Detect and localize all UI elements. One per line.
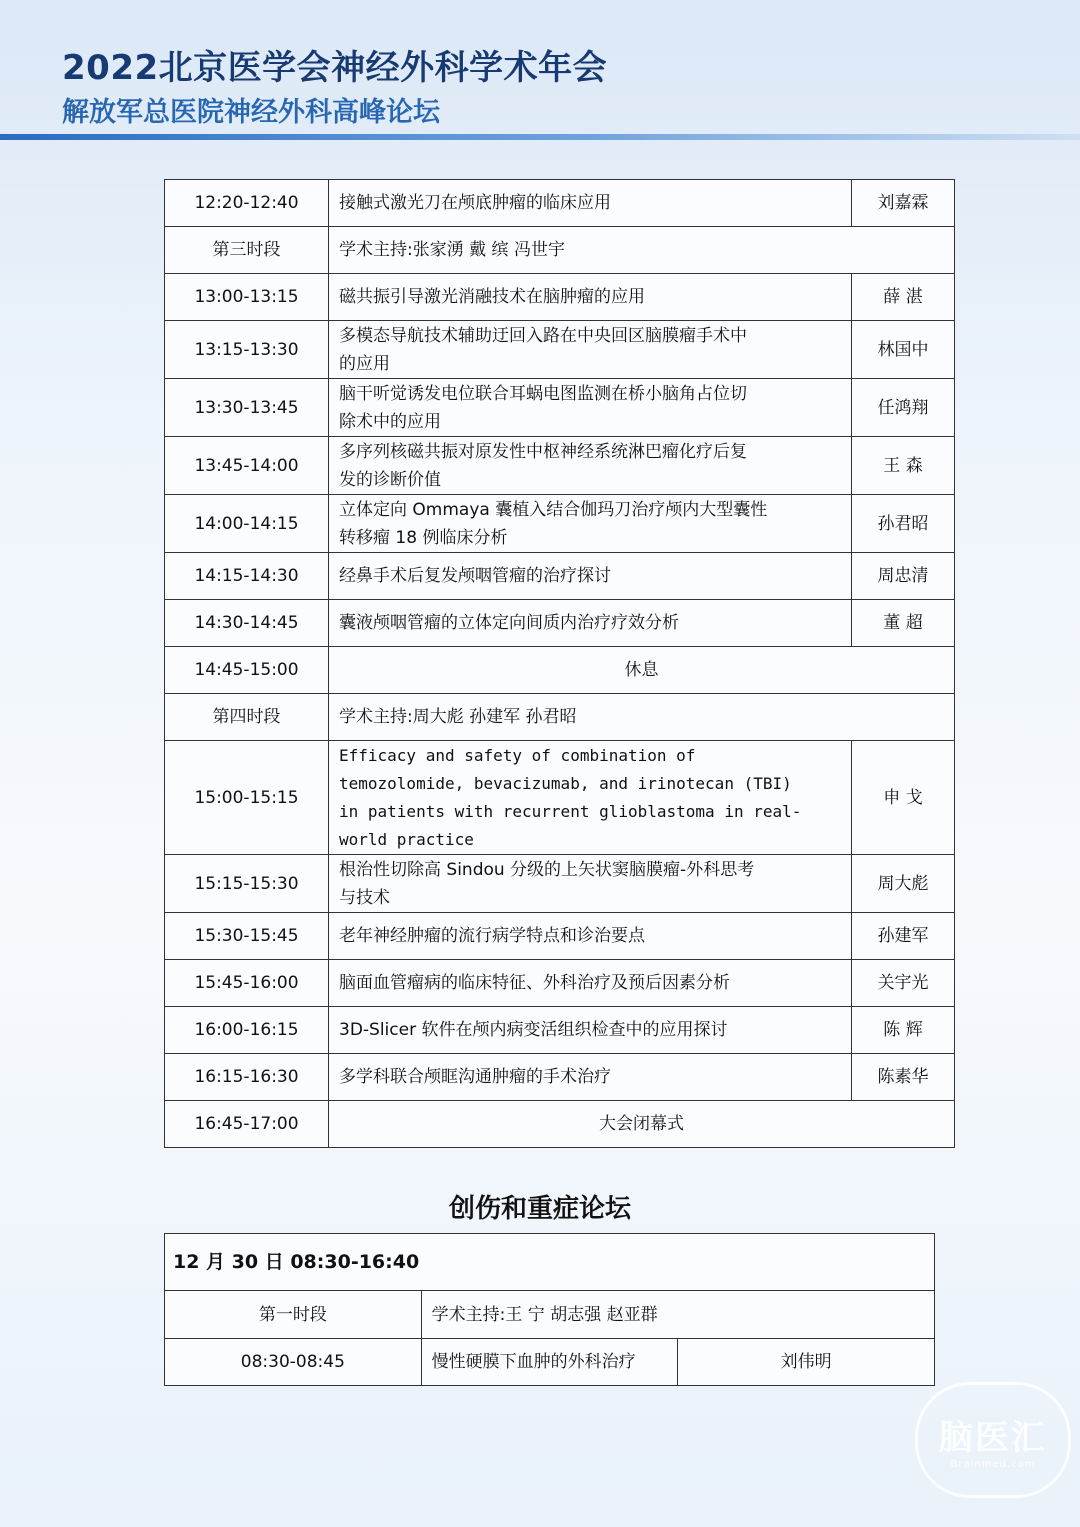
- speaker-cell: 刘嘉霖: [852, 180, 955, 227]
- topic-line: 的应用: [339, 353, 390, 374]
- time-cell: 13:00-13:15: [165, 274, 329, 321]
- table-row: [165, 1007, 955, 1054]
- session-row: [165, 227, 955, 274]
- session-label: 第三时段: [165, 227, 329, 274]
- time-cell: 14:45-15:00: [165, 647, 329, 694]
- topic-line: 发的诊断价值: [339, 469, 441, 490]
- speaker-cell: 关宇光: [852, 960, 955, 1007]
- table-row: [165, 960, 955, 1007]
- time-cell: 14:00-14:15: [165, 495, 329, 553]
- topic-cell: 老年神经肿瘤的流行病学特点和诊治要点: [329, 913, 852, 960]
- schedule-table-2: [164, 1233, 935, 1386]
- event-cell: 休息: [329, 647, 955, 694]
- table-row: [165, 180, 955, 227]
- topic-line: 根治性切除高 Sindou 分级的上矢状窦脑膜瘤-外科思考: [339, 859, 755, 880]
- topic-cell: 囊液颅咽管瘤的立体定向间质内治疗疗效分析: [329, 600, 852, 647]
- topic-line: 除术中的应用: [339, 411, 441, 432]
- session-row: [165, 1291, 935, 1339]
- topic-cell: 经鼻手术后复发颅咽管瘤的治疗探讨: [329, 553, 852, 600]
- topic-cell: 脑面血管瘤病的临床特征、外科治疗及预后因素分析: [329, 960, 852, 1007]
- time-cell: 15:45-16:00: [165, 960, 329, 1007]
- time-cell: 13:45-14:00: [165, 437, 329, 495]
- event-cell: 大会闭幕式: [329, 1101, 955, 1148]
- topic-cell: 多学科联合颅眶沟通肿瘤的手术治疗: [329, 1054, 852, 1101]
- session-label: 第四时段: [165, 694, 329, 741]
- speaker-cell: 董 超: [852, 600, 955, 647]
- table-row: [165, 379, 955, 437]
- session-label: 第一时段: [165, 1291, 422, 1339]
- speaker-cell: 薛 湛: [852, 274, 955, 321]
- speaker-cell: 刘伟明: [678, 1339, 935, 1386]
- watermark-text: 脑医汇: [939, 1418, 1047, 1458]
- time-cell: 14:30-14:45: [165, 600, 329, 647]
- section-title-trauma: 创伤和重症论坛: [448, 1194, 631, 1224]
- event-row: [165, 647, 955, 694]
- topic-cell: [329, 855, 852, 913]
- topic-line: 多序列核磁共振对原发性中枢神经系统淋巴瘤化疗后复: [339, 441, 747, 462]
- time-cell: 16:15-16:30: [165, 1054, 329, 1101]
- table-row: [165, 913, 955, 960]
- topic-cell: [329, 741, 852, 855]
- speaker-cell: 周忠清: [852, 553, 955, 600]
- time-cell: 16:00-16:15: [165, 1007, 329, 1054]
- speaker-cell: 任鸿翔: [852, 379, 955, 437]
- time-cell: 14:15-14:30: [165, 553, 329, 600]
- page-header: [0, 0, 1080, 150]
- topic-line: in patients with recurrent glioblastoma in real-: [339, 801, 802, 821]
- time-cell: 08:30-08:45: [165, 1339, 422, 1386]
- session-host: 学术主持:周大彪 孙建军 孙君昭: [329, 694, 955, 741]
- session-host: 学术主持:王 宁 胡志强 赵亚群: [421, 1291, 934, 1339]
- table-row: [165, 741, 955, 855]
- topic-cell: [329, 437, 852, 495]
- topic-line: 脑干听觉诱发电位联合耳蜗电图监测在桥小脑角占位切: [339, 383, 747, 404]
- speaker-cell: 申 戈: [852, 741, 955, 855]
- topic-cell: 接触式激光刀在颅底肿瘤的临床应用: [329, 180, 852, 227]
- time-cell: 15:15-15:30: [165, 855, 329, 913]
- table-row: [165, 495, 955, 553]
- speaker-cell: 孙君昭: [852, 495, 955, 553]
- time-cell: 13:30-13:45: [165, 379, 329, 437]
- topic-cell: 慢性硬膜下血肿的外科治疗: [421, 1339, 678, 1386]
- speaker-cell: 王 森: [852, 437, 955, 495]
- table-row: [165, 1054, 955, 1101]
- topic-cell: 3D-Slicer 软件在颅内病变活组织检查中的应用探讨: [329, 1007, 852, 1054]
- speaker-cell: 林国中: [852, 321, 955, 379]
- table-row: [165, 274, 955, 321]
- topic-line: 多模态导航技术辅助迂回入路在中央回区脑膜瘤手术中: [339, 325, 747, 346]
- time-cell: 16:45-17:00: [165, 1101, 329, 1148]
- topic-line: 转移瘤 18 例临床分析: [339, 527, 508, 548]
- time-cell: 12:20-12:40: [165, 180, 329, 227]
- brainmed-watermark-logo: [915, 1382, 1071, 1498]
- speaker-cell: 周大彪: [852, 855, 955, 913]
- table-row: [165, 1339, 935, 1386]
- topic-line: Efficacy and safety of combination of: [339, 745, 696, 765]
- table-row: [165, 600, 955, 647]
- speaker-cell: 陈素华: [852, 1054, 955, 1101]
- topic-line: temozolomide, bevacizumab, and irinotecan (TBI): [339, 773, 792, 793]
- day-header-row: [165, 1234, 935, 1291]
- session-row: [165, 694, 955, 741]
- time-cell: 13:15-13:30: [165, 321, 329, 379]
- table-row: [165, 321, 955, 379]
- schedule-table-1: [164, 179, 955, 1148]
- topic-line: 立体定向 Ommaya 囊植入结合伽玛刀治疗颅内大型囊性: [339, 499, 768, 520]
- time-cell: 15:00-15:15: [165, 741, 329, 855]
- session-host: 学术主持:张家湧 戴 缤 冯世宇: [329, 227, 955, 274]
- topic-line: 与技术: [339, 887, 390, 908]
- time-cell: 15:30-15:45: [165, 913, 329, 960]
- table-row: [165, 437, 955, 495]
- watermark-sub: Brainmed.com: [950, 1459, 1036, 1470]
- forum-subtitle: 解放军总医院神经外科高峰论坛: [62, 97, 440, 128]
- conference-title: 2022北京医学会神经外科学术年会: [62, 48, 608, 88]
- speaker-cell: 陈 辉: [852, 1007, 955, 1054]
- topic-cell: [329, 321, 852, 379]
- header-divider: [0, 134, 1080, 140]
- topic-cell: [329, 495, 852, 553]
- topic-cell: 磁共振引导激光消融技术在脑肿瘤的应用: [329, 274, 852, 321]
- speaker-cell: 孙建军: [852, 913, 955, 960]
- event-row: [165, 1101, 955, 1148]
- topic-cell: [329, 379, 852, 437]
- day-date-line: 12 月 30 日 08:30-16:40: [165, 1234, 935, 1291]
- topic-line: world practice: [339, 829, 474, 849]
- table-row: [165, 855, 955, 913]
- table-row: [165, 553, 955, 600]
